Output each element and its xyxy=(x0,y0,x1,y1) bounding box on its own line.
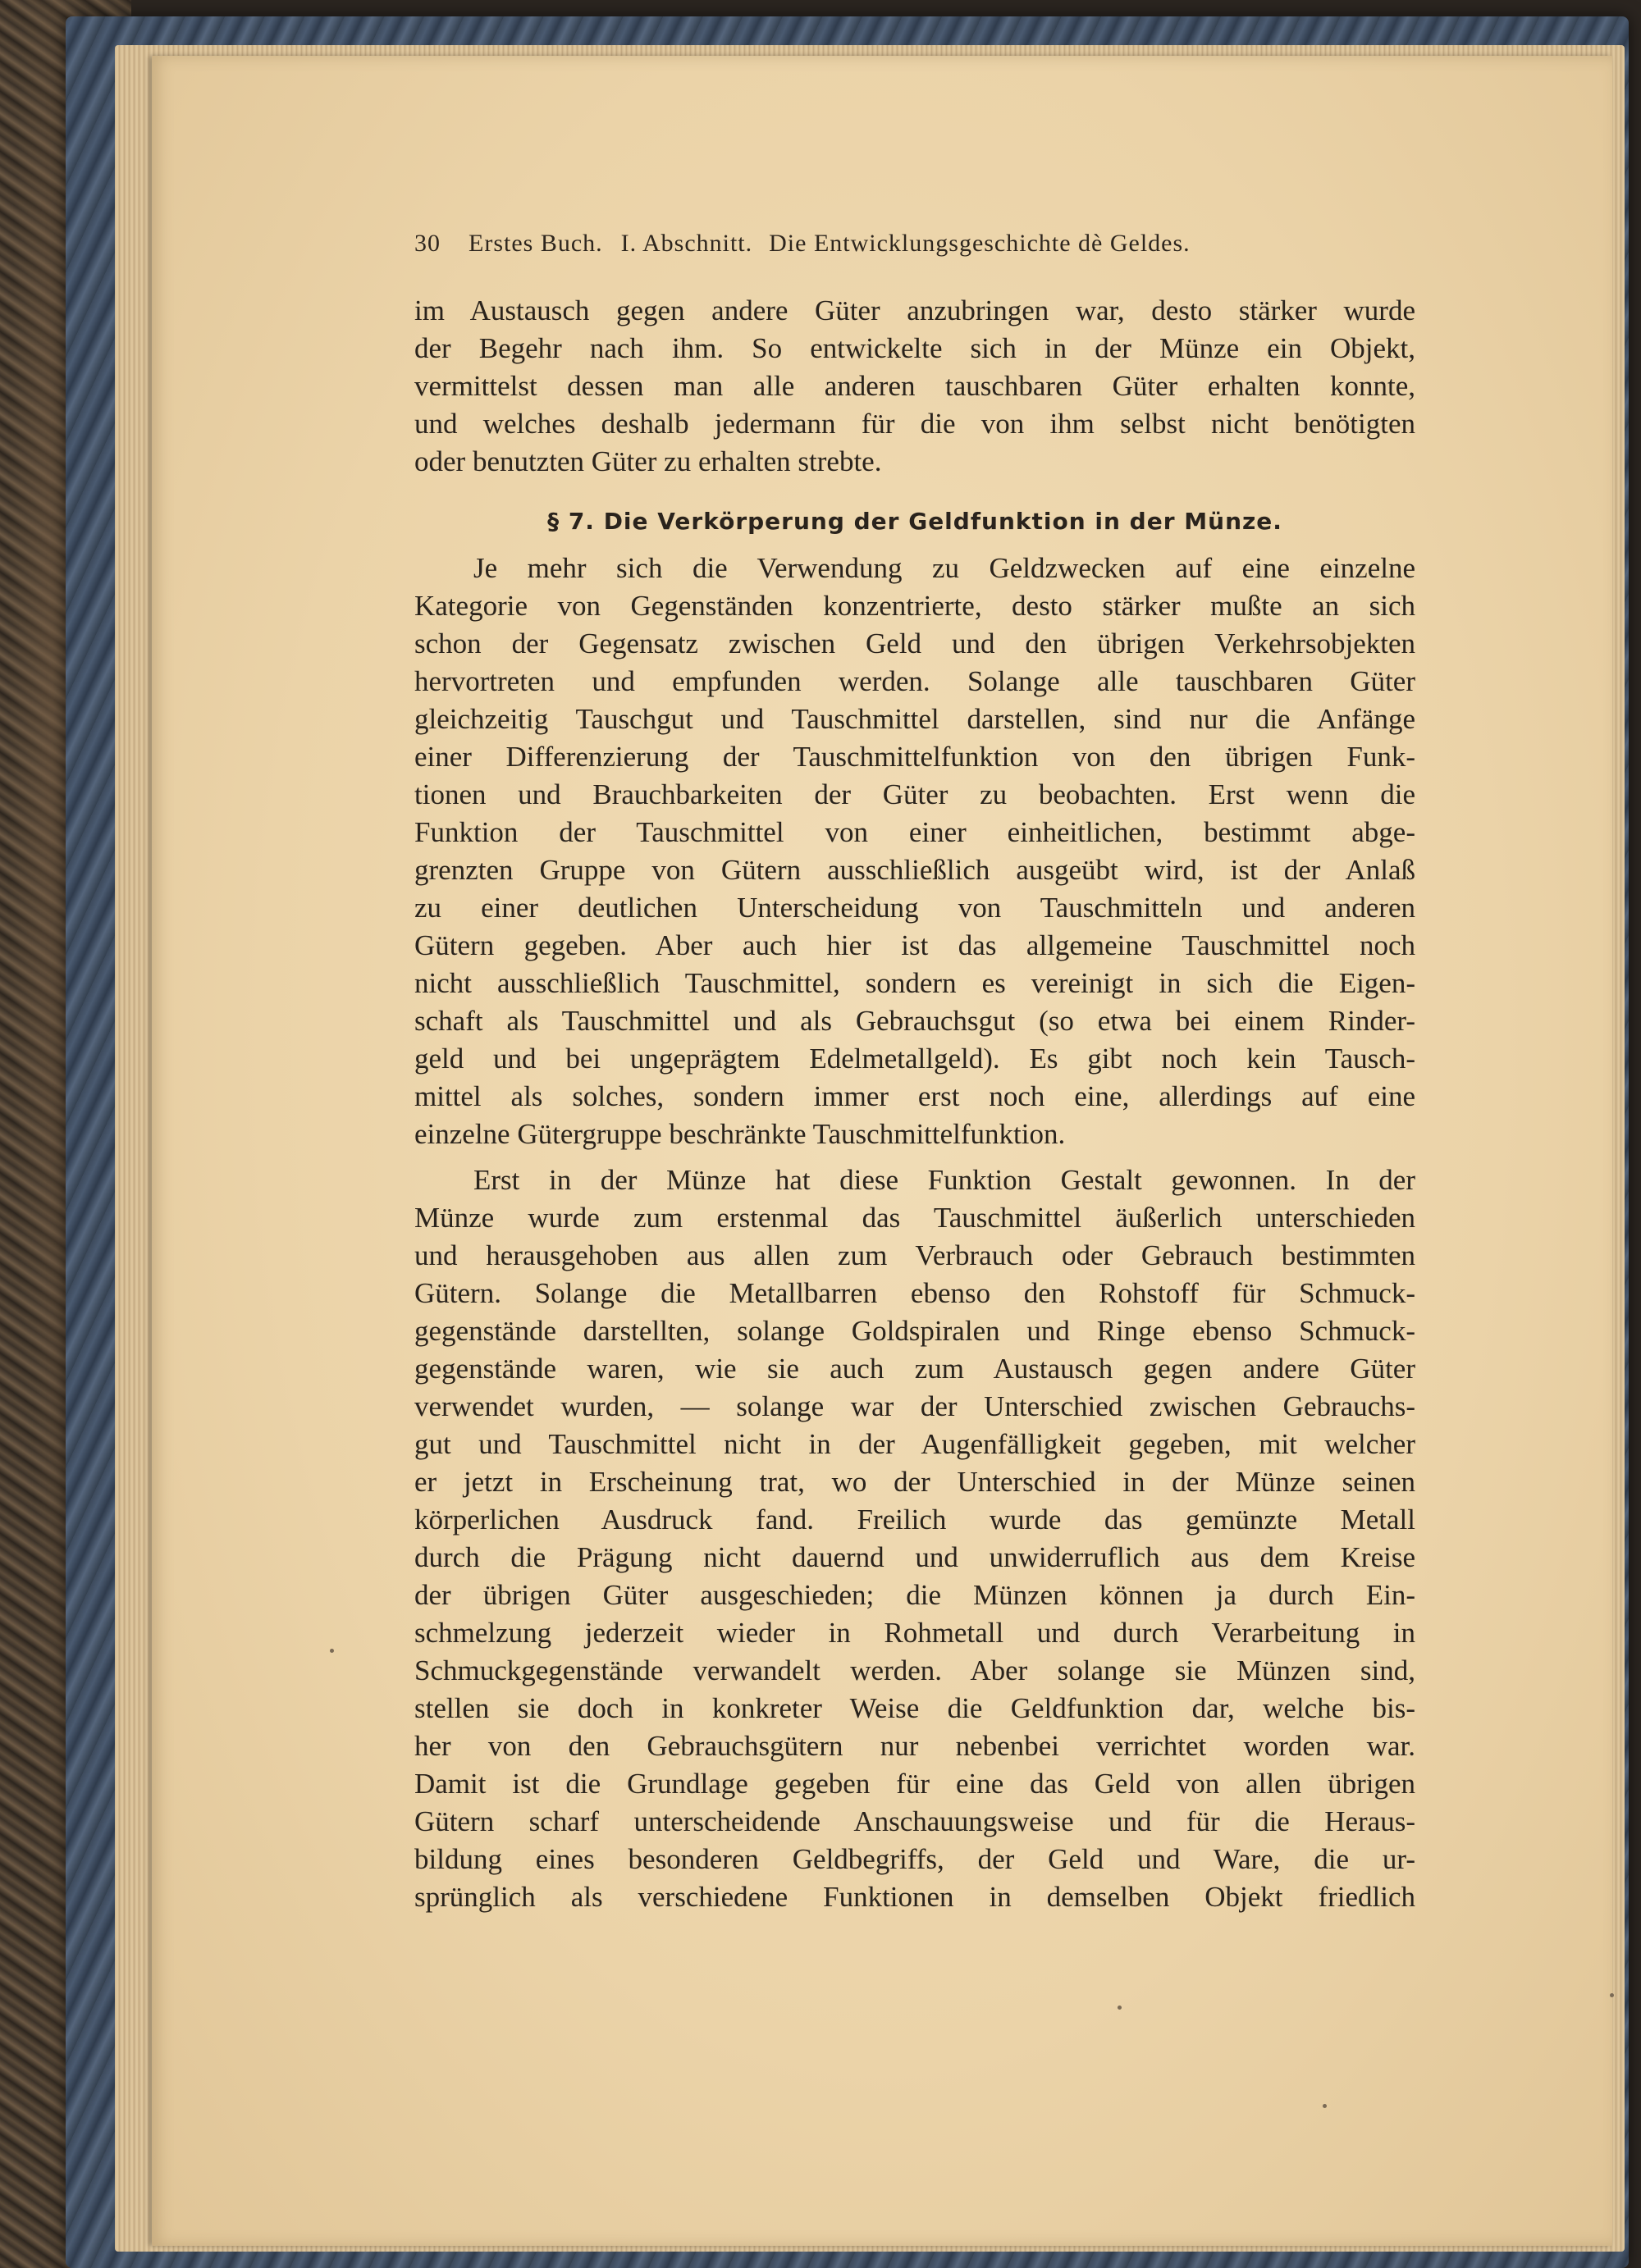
text-line: der Begehr nach ihm. So entwickelte sich in der Münze ein Objekt, xyxy=(414,332,1415,364)
text-line: gleichzeitig Tauschgut und Tauschmittel darstellen, sind nur die Anfänge xyxy=(414,703,1415,735)
text-line: Schmuckgegenstände verwandelt werden. Aber solange sie Münzen sind, xyxy=(414,1654,1415,1686)
text-line: und herausgehoben aus allen zum Verbrauch oder Gebrauch bestimmten xyxy=(414,1239,1415,1271)
text-line: Gütern scharf unterscheidende Anschauungsweise und für die Heraus- xyxy=(414,1805,1415,1837)
text-line: gegenstände waren, wie sie auch zum Austausch gegen andere Güter xyxy=(414,1353,1415,1385)
text-line: schaft als Tauschmittel und als Gebrauchsgut (so etwa bei einem Rinder- xyxy=(414,1005,1415,1037)
text-line: Münze wurde zum erstenmal das Tauschmittel äußerlich unterschieden xyxy=(414,1202,1415,1234)
paragraph-gap xyxy=(414,1153,1415,1161)
text-line: gut und Tauschmittel nicht in der Augenfälligkeit gegeben, mit welcher xyxy=(414,1428,1415,1460)
text-line: Damit ist die Grundlage gegeben für eine das Geld von allen übrigen xyxy=(414,1768,1415,1800)
text-line: einzelne Gütergruppe beschränkte Tauschmittelfunktion. xyxy=(414,1118,1066,1150)
text-line: zu einer deutlichen Unterscheidung von Tauschmitteln und anderen xyxy=(414,892,1415,924)
page-number: 30 xyxy=(414,230,441,257)
text-line: körperlichen Ausdruck fand. Freilich wurde das gemünzte Metall xyxy=(414,1504,1415,1536)
text-line: nicht ausschließlich Tauschmittel, sondern es vereinigt in sich die Eigen- xyxy=(414,967,1415,999)
text-line: Funktion der Tauschmittel von einer einheitlichen, bestimmt abge- xyxy=(414,816,1415,848)
page-content xyxy=(414,230,1415,1916)
text-line: Erst in der Münze hat diese Funktion Gestalt gewonnen. In der xyxy=(473,1164,1415,1196)
text-line: und welches deshalb jedermann für die von ihm selbst nicht benötigten xyxy=(414,408,1415,440)
section-heading: § 7. Die Verkörperung der Geldfunktion in der Münze. xyxy=(547,508,1282,535)
text-line: vermittelst dessen man alle anderen tauschbaren Güter erhalten konnte, xyxy=(414,370,1415,402)
text-line: geld und bei ungeprägtem Edelmetallgeld). Es gibt noch kein Tausch- xyxy=(414,1043,1415,1075)
text-line: verwendet wurden, — solange war der Unterschied zwischen Gebrauchs- xyxy=(414,1390,1415,1422)
text-line: Kategorie von Gegenständen konzentrierte, desto stärker mußte an sich xyxy=(414,590,1415,622)
text-line: her von den Gebrauchsgütern nur nebenbei verrichtet worden war. xyxy=(414,1730,1415,1762)
paragraph-1 xyxy=(414,292,1415,481)
text-line: gegenstände darstellten, solange Goldspiralen und Ringe ebenso Schmuck- xyxy=(414,1315,1415,1347)
text-line: schmelzung jederzeit wieder in Rohmetall und durch Verarbeitung in xyxy=(414,1617,1415,1649)
text-line: schon der Gegensatz zwischen Geld und den übrigen Verkehrsobjekten xyxy=(414,627,1415,659)
text-line: der übrigen Güter ausgeschieden; die Münzen können ja durch Ein- xyxy=(414,1579,1415,1611)
speck xyxy=(330,1649,334,1653)
running-head xyxy=(414,230,1415,269)
text-line: oder benutzten Güter zu erhalten strebte. xyxy=(414,445,882,477)
text-line: tionen und Brauchbarkeiten der Güter zu beobachten. Erst wenn die xyxy=(414,778,1415,810)
paragraph-3 xyxy=(414,1161,1415,1916)
text-line: Gütern. Solange die Metallbarren ebenso den Rohstoff für Schmuck- xyxy=(414,1277,1415,1309)
speck xyxy=(1610,1993,1614,1997)
paragraph-2 xyxy=(414,550,1415,1153)
text-line: durch die Prägung nicht dauernd und unwiderruflich aus dem Kreise xyxy=(414,1541,1415,1573)
section-label: I. Abschnitt. xyxy=(620,230,753,257)
text-line: bildung eines besonderen Geldbegriffs, der Geld und Ware, die ur- xyxy=(414,1843,1415,1875)
text-line: mittel als solches, sondern immer erst noch eine, allerdings auf eine xyxy=(414,1080,1415,1112)
running-title: Die Entwicklungsgeschichte dè Geldes. xyxy=(769,230,1191,257)
text-line: sprünglich als verschiedene Funktionen in demselben Objekt friedlich xyxy=(414,1881,1415,1913)
speck xyxy=(1323,2104,1327,2108)
book-label: Erstes Buch. xyxy=(469,230,603,257)
speck xyxy=(1118,2006,1122,2010)
text-line: er jetzt in Erscheinung trat, wo der Unterschied in der Münze seinen xyxy=(414,1466,1415,1498)
text-line: einer Differenzierung der Tauschmittelfunktion von den übrigen Funk- xyxy=(414,741,1415,773)
text-line: stellen sie doch in konkreter Weise die Geldfunktion dar, welche bis- xyxy=(414,1692,1415,1724)
text-line: Gütern gegeben. Aber auch hier ist das allgemeine Tauschmittel noch xyxy=(414,929,1415,961)
text-line: Je mehr sich die Verwendung zu Geldzwecken auf eine einzelne xyxy=(473,552,1415,584)
text-line: hervortreten und empfunden werden. Solange alle tauschbaren Güter xyxy=(414,665,1415,697)
text-line: im Austausch gegen andere Güter anzubringen war, desto stärker wurde xyxy=(414,294,1415,326)
text-line: grenzten Gruppe von Gütern ausschließlich ausgeübt wird, ist der Anlaß xyxy=(414,854,1415,886)
